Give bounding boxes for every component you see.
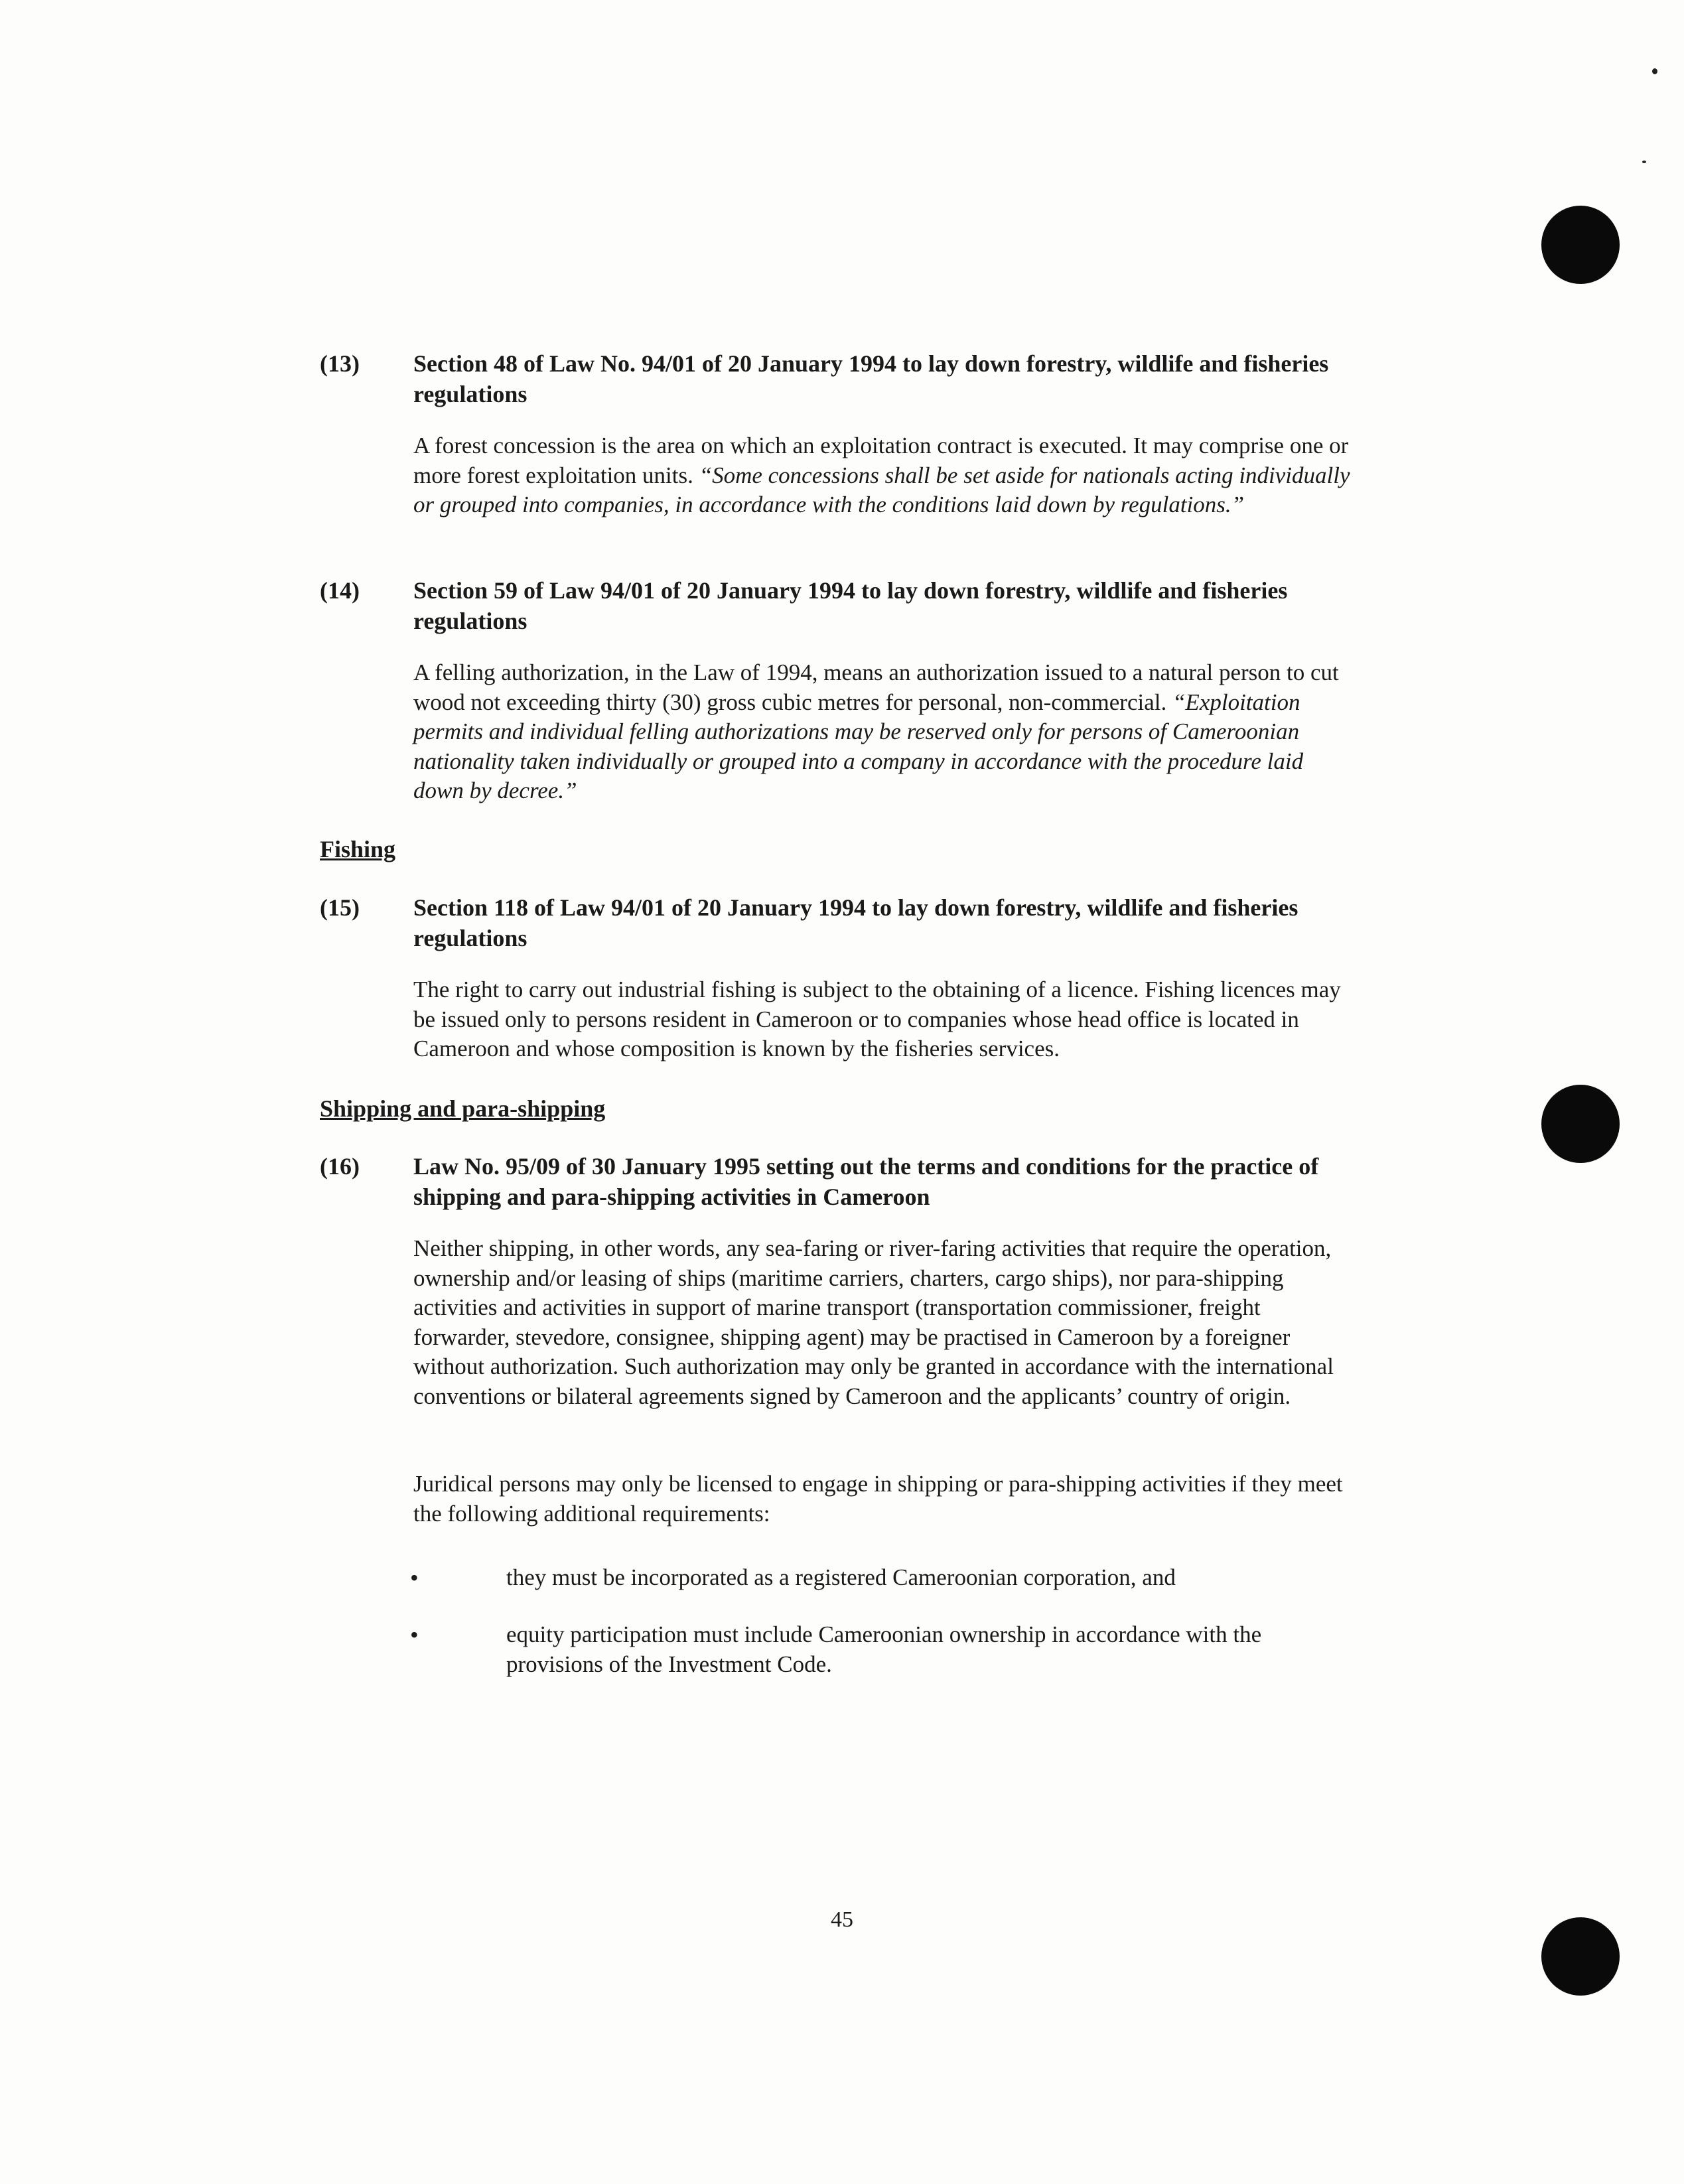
page-number: 45 (831, 1907, 853, 1932)
bullet-marker: • (410, 1564, 419, 1591)
punch-hole (1541, 206, 1620, 284)
punch-hole (1541, 1085, 1620, 1163)
punch-hole (1541, 1917, 1620, 1996)
scan-speck (1652, 68, 1657, 74)
entry-heading: Law No. 95/09 of 30 January 1995 setting out the terms and conditions for the practice of shipping and para-shipping activities in Cameroon (413, 1153, 1319, 1210)
entry-heading: Section 59 of Law 94/01 of 20 January 1994 to lay down forestry, wildlife and fisheries regulations (413, 577, 1288, 634)
bullet-item: they must be incorporated as a registered Cameroonian corporation, and (506, 1564, 1176, 1590)
entry-number: (14) (320, 577, 360, 604)
section-title-shipping: Shipping and para-shipping (320, 1095, 606, 1122)
entry-number: (13) (320, 350, 360, 377)
entry-heading: Section 48 of Law No. 94/01 of 20 January 1994 to lay down forestry, wildlife and fisheries regulations (413, 350, 1329, 407)
entry-paragraph: Neither shipping, in other words, any sea-faring or river-faring activities that require the operation, ownership and/or leasing of ships (maritime carriers, charters, cargo ships), nor para-shipping activities and activities in support of marine transport (transportation commissioner, freight forwarder, stevedore, consignee, shipping agent) may be practised in Cameroon by a foreigner without authorization. Such authorization may only be granted in accordance with the international conventions or bilateral agreements signed by Cameroon and the applicants’ country of origin. (413, 1235, 1334, 1409)
entry-heading: Section 118 of Law 94/01 of 20 January 1994 to lay down forestry, wildlife and fisheries regulations (413, 894, 1298, 951)
scan-speck (1642, 161, 1646, 163)
bullet-item: equity participation must include Cameroonian ownership in accordance with the provisions of the Investment Code. (506, 1621, 1262, 1677)
quoted-text: “Exploitation permits and individual felling authorizations may be reserved only for persons of Cameroonian nationality taken individually or grouped into a company in accordance with the procedure laid down by decree.” (413, 689, 1304, 803)
section-title-fishing: Fishing (320, 836, 396, 862)
entry-paragraph (413, 658, 1356, 806)
paragraph-text: A forest concession is the area on which an exploitation contract is executed. It may comprise one or more forest exploitation units. (413, 433, 1349, 488)
entry-paragraph: The right to carry out industrial fishing is subject to the obtaining of a licence. Fishing licences may be issued only to persons resident in Cameroon or to companies whose head office is located in Cameroon and whose composition is known by the fisheries services. (413, 977, 1341, 1061)
paragraph-text: A felling authorization, in the Law of 1994, means an authorization issued to a natural person to cut wood not exceeding thirty (30) gross cubic metres for personal, non-commercial. (413, 659, 1339, 715)
bullet-marker: • (410, 1621, 419, 1648)
quoted-text: “Some concessions shall be set aside for nationals acting individually or grouped into companies, in accordance with the conditions laid down by regulations.” (413, 462, 1350, 517)
entry-paragraph (413, 431, 1356, 520)
entry-number: (15) (320, 894, 360, 921)
entry-number: (16) (320, 1153, 360, 1180)
entry-paragraph-2: Juridical persons may only be licensed to engage in shipping or para-shipping activities if they meet the following additional requirements: (413, 1471, 1343, 1527)
